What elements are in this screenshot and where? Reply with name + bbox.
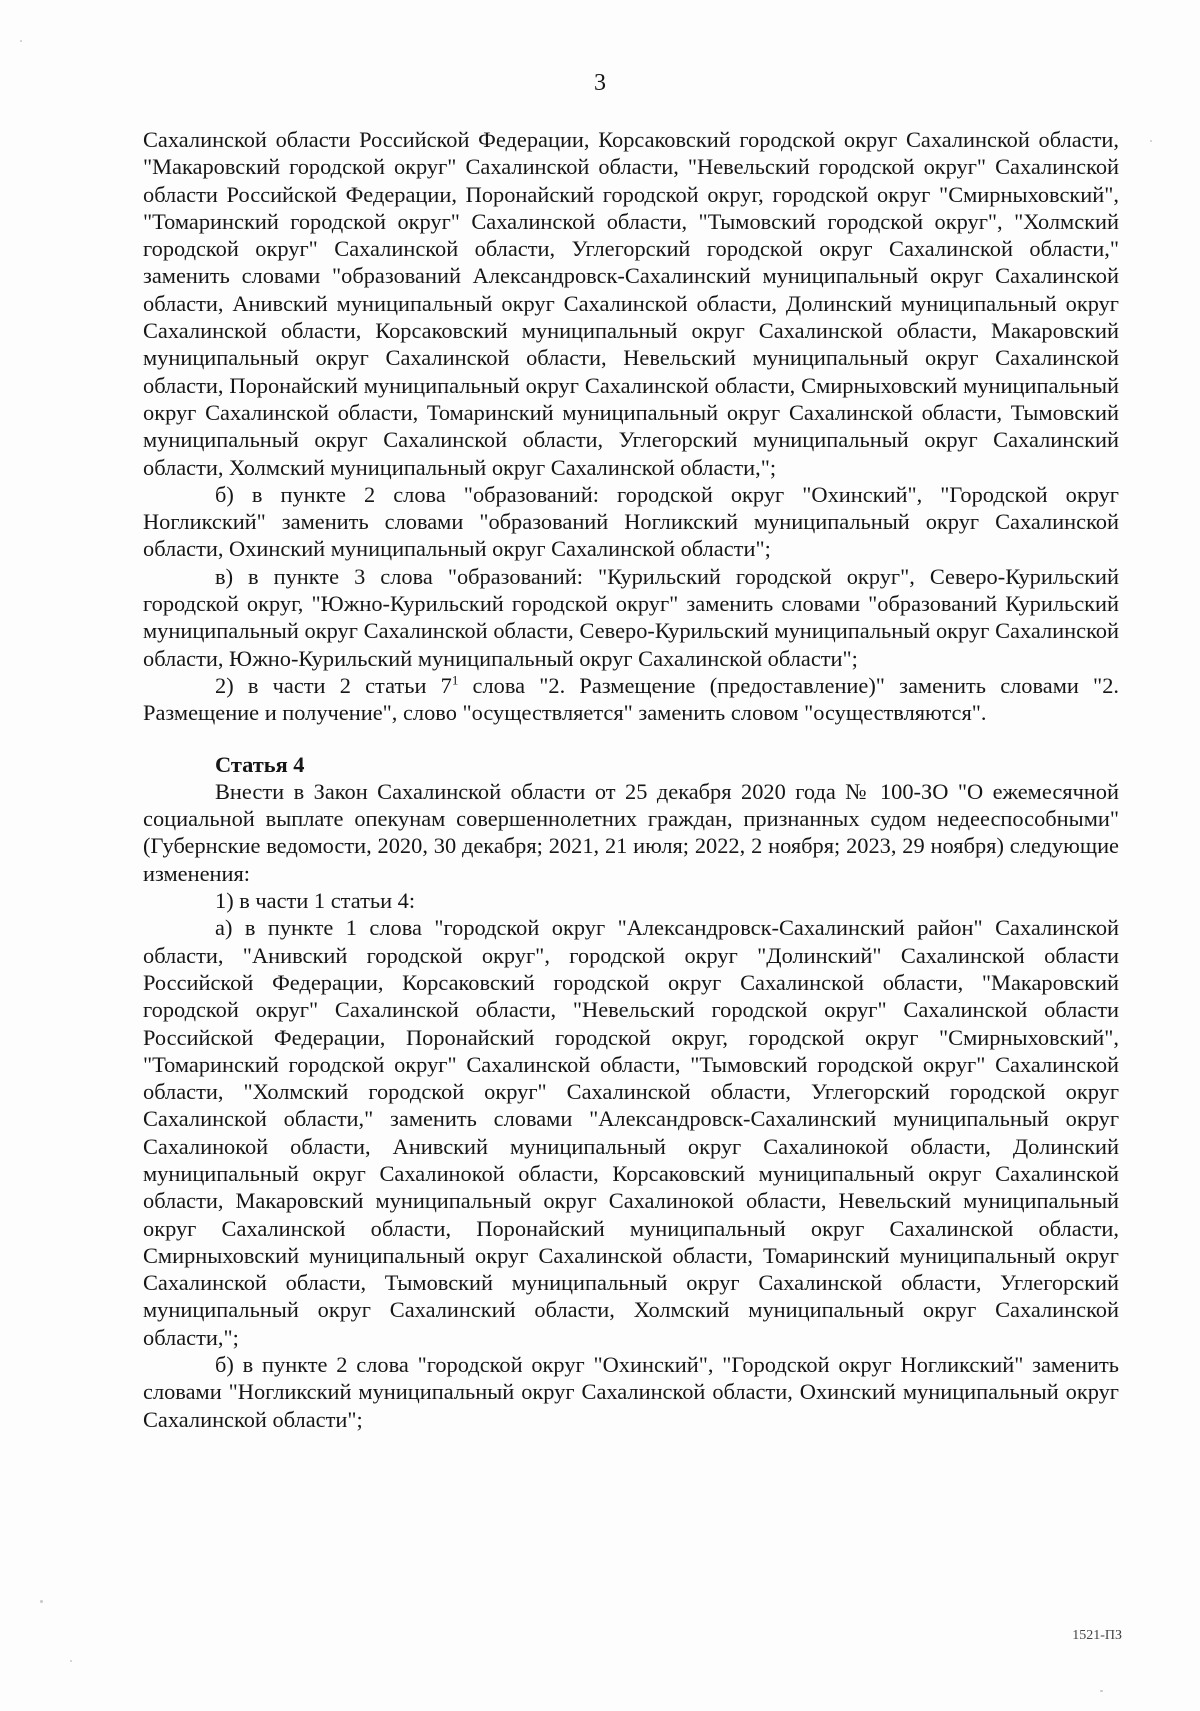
document-code: 1521-ПЗ (1072, 1628, 1122, 1643)
scan-speck (70, 1660, 72, 1662)
scan-speck (40, 1600, 43, 1603)
paragraph (143, 672, 1119, 727)
paragraph: б) в пункте 2 слова "образований: городской округ "Охинский", "Городской округ Ногликский" заменить словами "образований Ногликский муниципальный округ Сахалинской области, Охинский муниципальный округ Сахалинской области"; (143, 481, 1119, 562)
paragraph: Сахалинской области Российской Федерации, Корсаковский городской округ Сахалинской области, "Макаровский городской округ" Сахалинской области, "Невельский городской округ" Сахалинской области Российской Федерации, Поронайский городской округ, городской округ "Смирныховский", "Томаринский городской округ" Сахалинской области, "Тымовский городской округ", "Холмский городской округ" Сахалинской области, Углегорский городской округ Сахалинской области," заменить словами "образований Александровск-Сахалинский муниципальный округ Сахалинской области, Анивский муниципальный округ Сахалинской области, Долинский муниципальный округ Сахалинской области, Корсаковский муниципальный округ Сахалинской области, Макаровский муниципальный округ Сахалинской области, Невельский муниципальный округ Сахалинской области, Поронайский муниципальный округ Сахалинской области, Смирныховский муниципальный округ Сахалинской области, Томаринский муниципальный округ Сахалинской области, Тымовский муниципальный округ Сахалинской области, Углегорский муниципальный округ Сахалинский области, Холмский муниципальный округ Сахалинской области,"; (143, 127, 1119, 480)
paragraph: Внести в Закон Сахалинской области от 25 декабря 2020 года № 100-ЗО "О ежемесячной социальной выплате опекунам совершеннолетних граждан, признанных судом недееспособными" (Губернские ведомости, 2020, 30 декабря; 2021, 21 июля; 2022, 2 ноября; 2023, 29 ноября) следующие изменения: (143, 778, 1119, 886)
superscript: 1 (451, 672, 459, 688)
scan-speck (1150, 140, 1152, 142)
paragraph: а) в пункте 1 слова "городской округ "Александровск-Сахалинский район" Сахалинской области, "Анивский городской округ", городской округ "Долинский" Сахалинской области Российской Федерации, Корсаковский городской округ Сахалинской области, "Макаровский городской округ" Сахалинской области, "Невельский городской округ" Сахалинской области Российской Федерации, Поронайский городской округ, городской округ "Смирныховский", "Томаринский городской округ" Сахалинской области, "Тымовский городской округ" Сахалинской области, "Холмский городской округ" Сахалинской области, Углегорский городской округ Сахалинской области," заменить словами "Александровск-Сахалинский муниципальный округ Сахалинокой области, Анивский муниципальный округ Сахалинокой области, Долинский муниципальный округ Сахалинокой области, Корсаковский муниципальный округ Сахалинской области, Макаровский муниципальный округ Сахалинокой области, Невельский муниципальный округ Сахалинской области, Поронайский муниципальный округ Сахалинской области, Смирныховский муниципальный округ Сахалинской области, Томаринский муниципальный округ Сахалинской области, Тымовский муниципальный округ Сахалинской области, Углегорский муниципальный округ Сахалинский области, Холмский муниципальный округ Сахалинской области,"; (143, 915, 1119, 1350)
article-heading: Статья 4 (215, 751, 305, 777)
paragraph-text: 2) в части 2 статьи 7 (215, 672, 452, 698)
paragraph-text: слова "2. Размещение (предоставление)" заменить словами "2. Размещение и получение", слово "осуществляется" заменить словом "осуществляются". (143, 672, 1119, 726)
scan-speck (1100, 1690, 1103, 1692)
paragraph: б) в пункте 2 слова "городской округ "Охинский", "Городской округ Ногликский" заменить словами "Ногликский муниципальный округ Сахалинской области, Охинский муниципальный округ Сахалинской области"; (143, 1352, 1119, 1432)
paragraph: 1) в части 1 статьи 4: (215, 888, 416, 914)
page-number: 3 (594, 70, 606, 96)
scan-speck (20, 40, 22, 42)
document-body (143, 126, 1119, 1433)
paragraph: в) в пункте 3 слова "образований: "Курильский городской округ", Северо-Курильский городской округ, "Южно-Курильский городской округ" заменить словами "образований Курильский муниципальный округ Сахалинской области, Северо-Курильский муниципальный округ Сахалинской области, Южно-Курильский муниципальный округ Сахалинской области"; (143, 563, 1119, 671)
